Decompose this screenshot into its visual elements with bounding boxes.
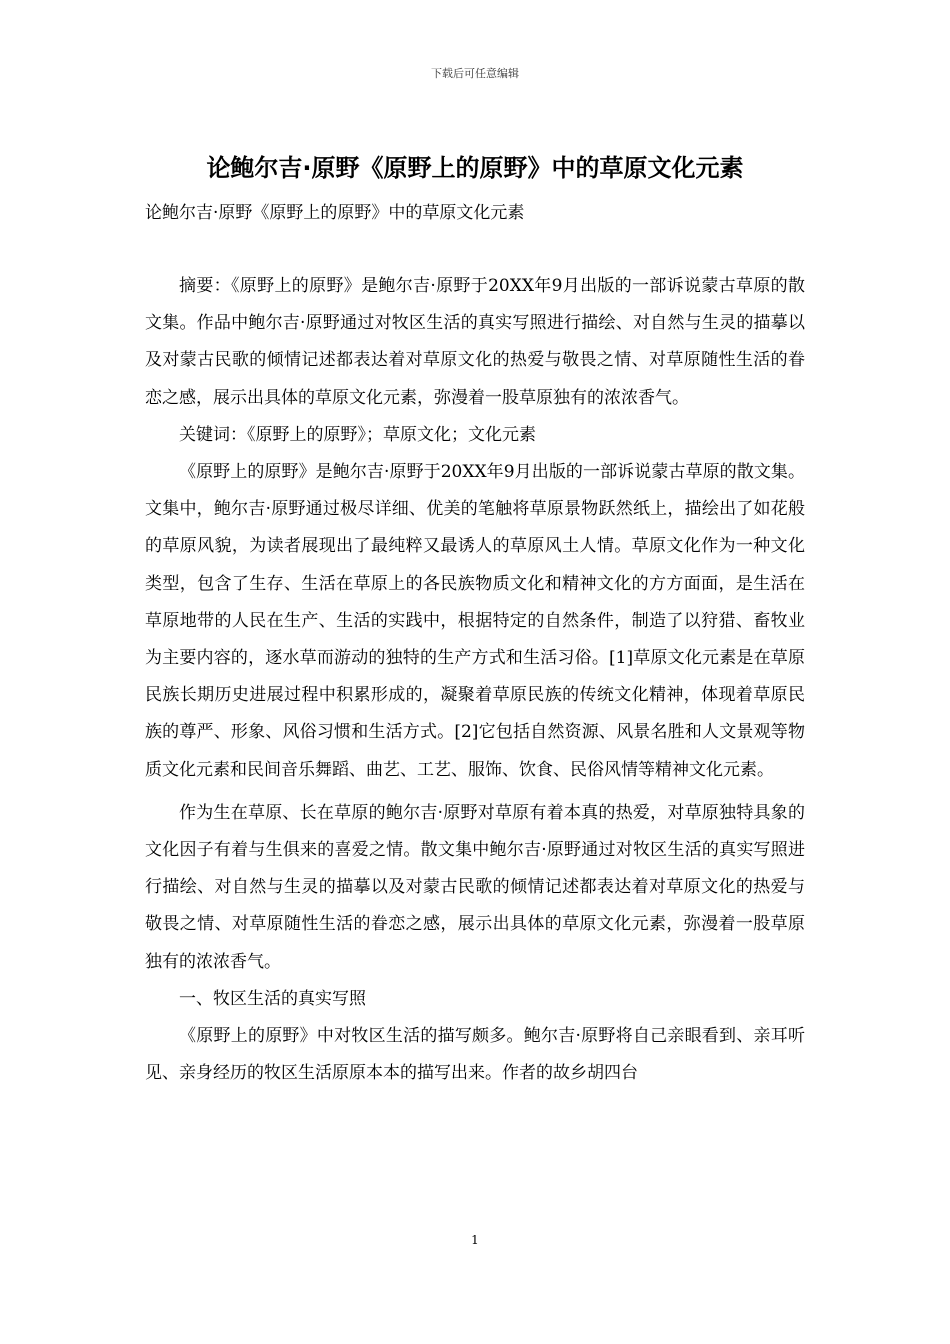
section-heading-1: 一、牧区生活的真实写照 [179, 988, 366, 1009]
document-subtitle: 论鲍尔吉·原野《原野上的原野》中的草原文化元素 [145, 203, 525, 223]
body-paragraph-2: 作为生在草原、长在草原的鲍尔吉·原野对草原有着本真的热爱，对草原独特具象的文化因子有着与生俱来的喜爱之情。散文集中鲍尔吉·原野通过对牧区生活的真实写照进行描绘、对自然与生灵的描摹以及对蒙古民歌的倾情记述都表达着对草原文化的热爱与敬畏之情、对草原随性生活的眷恋之感，展示出具体的草原文化元素，弥漫着一股草原独有的浓浓香气。 [145, 802, 805, 972]
keywords-line: 关键词：《原野上的原野》；草原文化；文化元素 [179, 424, 536, 445]
document-title: 论鲍尔吉·原野《原野上的原野》中的草原文化元素 [206, 154, 744, 182]
abstract-paragraph: 摘要：《原野上的原野》是鲍尔吉·原野于20XX年9月出版的一部诉说蒙古草原的散文集。作品中鲍尔吉·原野通过对牧区生活的真实写照进行描绘、对自然与生灵的描摹以及对蒙古民歌的倾情记述都表达着对草原文化的热爱与敬畏之情、对草原随性生活的眷恋之感，展示出具体的草原文化元素，弥漫着一股草原独有的浓浓香气。 [145, 276, 805, 408]
body-paragraph-1: 《原野上的原野》是鲍尔吉·原野于20XX年9月出版的一部诉说蒙古草原的散文集。文集中，鲍尔吉·原野通过极尽详细、优美的笔触将草原景物跃然纸上，描绘出了如花般的草原风貌，为读者展现出了最纯粹又最诱人的草原风土人情。草原文化作为一种文化类型，包含了生存、生活在草原上的各民族物质文化和精神文化的方方面面，是生活在草原地带的人民在生产、生活的实践中，根据特定的自然条件，制造了以狩猎、畜牧业为主要内容的，逐水草而游动的独特的生产方式和生活习俗。[1]草原文化元素是在草原民族长期历史进展过程中积累形成的，凝聚着草原民族的传统文化精神，体现着草原民族的尊严、形象、风俗习惯和生活方式。[2]它包括自然资源、风景名胜和人文景观等物质文化元素和民间音乐舞蹈、曲艺、工艺、服饰、饮食、民俗风情等精神文化元素。 [145, 462, 805, 780]
document-body [145, 268, 805, 1092]
page-header: 下载后可任意编辑 [431, 67, 519, 80]
body-paragraph-3: 《原野上的原野》中对牧区生活的描写颇多。鲍尔吉·原野将自己亲眼看到、亲耳听见、亲身经历的牧区生活原原本本的描写出来。作者的故乡胡四台 [145, 1026, 805, 1084]
page-number: 1 [471, 1233, 479, 1247]
